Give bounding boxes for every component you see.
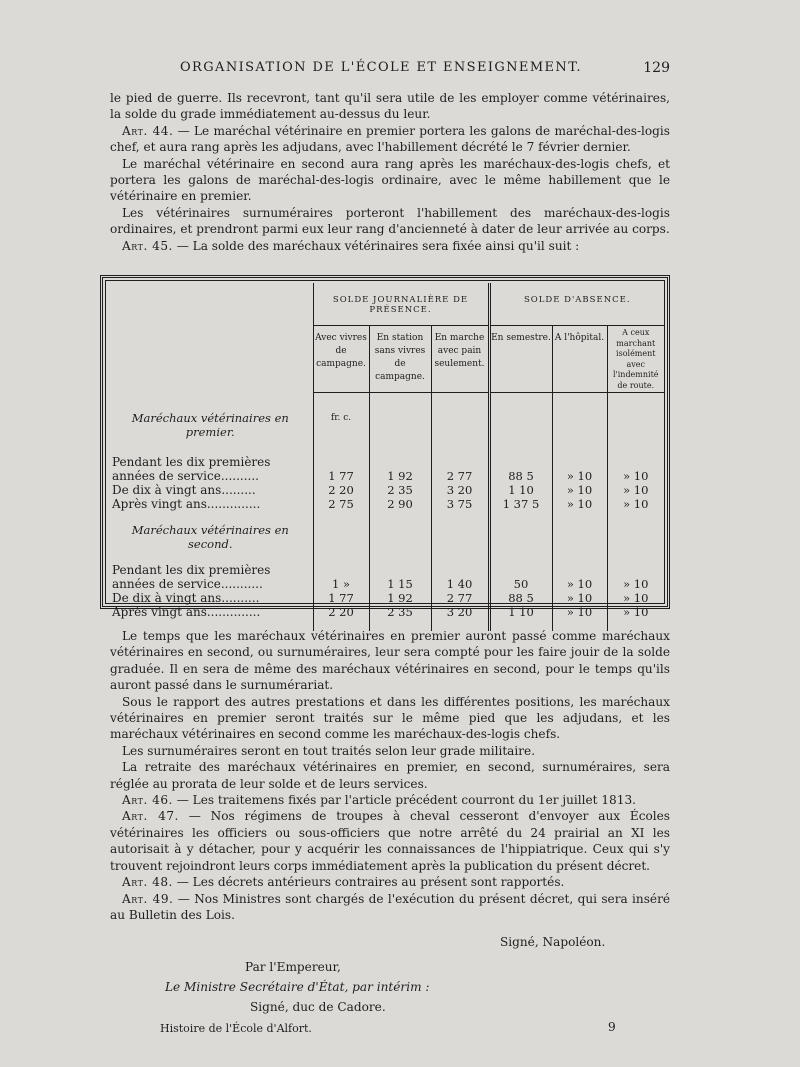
- paragraph-article-45: Art. 45. — La solde des maréchaux vétérinaires sera fixée ainsi qu'il suit :: [122, 238, 580, 253]
- signature-ministre: Le Ministre Secrétaire d'État, par intérim :: [165, 980, 430, 994]
- article-label: Art. 49.: [122, 891, 174, 906]
- running-title: ORGANISATION DE L'ÉCOLE ET ENSEIGNEMENT.: [180, 60, 582, 75]
- table-row: Pendant les dix premières années de service.......... 1 77 1 92 2 77 88 5 » 10 » 10: [108, 453, 664, 483]
- paragraph-article-44: Art. 44. — Le maréchal vétérinaire en premier portera les galons de maréchal-des-logis chef, et aura rang après les adjudans, avec l'habillement décrété le 7 février dernier.: [110, 123, 670, 155]
- page-number: 129: [643, 60, 670, 76]
- footer-book-title: Histoire de l'École d'Alfort.: [160, 1022, 312, 1035]
- section-title: Maréchaux vétérinaires en premier.: [131, 410, 289, 439]
- table-row: Après vingt ans.............. 2 20 2 35 3 20 1 10 » 10 » 10: [108, 605, 664, 619]
- paragraph: Les surnuméraires seront en tout traités selon leur grade militaire.: [122, 743, 536, 758]
- paragraph: Sous le rapport des autres prestations et dans les différentes positions, les maréchaux vétérinaires en premier seront traités sur le même pied que les adjudans, et les maréchaux vétérinaires en second comme les maréchaux-des-logis chefs.: [110, 694, 670, 742]
- paragraph-article-47: Art. 47. — Nos régimens de troupes à cheval cesseront d'envoyer aux Écoles vétérinaires les officiers ou sous-officiers que notre arrêté du 24 prairial an XI les autorisait à y détacher, pour y acquérir les connaissances de l'hippiatrique. Ceux qui s'y trouvent rejoindront leurs corps immédiatement après la publication du présent décret.: [110, 809, 671, 873]
- col-header: En semestre.: [489, 326, 552, 393]
- paragraph: le pied de guerre. Ils recevront, tant qu'il sera utile de les employer comme vétérinaires, la solde du grade immédiatement au-dessus du leur.: [110, 91, 670, 122]
- signature-par-empereur: Par l'Empereur,: [245, 960, 341, 974]
- col-header: A ceux marchant isolément avec l'indemnité de route.: [607, 326, 664, 393]
- pay-table: [100, 275, 670, 619]
- table-row: De dix à vingt ans.......... 1 77 1 92 2 77 88 5 » 10 » 10: [108, 591, 664, 605]
- article-label: Art. 46.: [122, 793, 173, 808]
- pay-table-grid: [108, 283, 664, 631]
- paragraph: Les vétérinaires surnuméraires porteront l'habillement des maréchaux-des-logis ordinaires, et prendront parmi eux leur rang d'ancienneté à dater de leur arrivée au corps.: [110, 205, 670, 237]
- table-corner: [108, 283, 313, 393]
- paragraph: La retraite des maréchaux vétérinaires en premier, en second, surnuméraires, sera réglée au prorata de leur solde et de leurs services.: [110, 760, 670, 791]
- col-header: A l'hôpital.: [552, 326, 607, 393]
- text-block-bottom: [110, 628, 670, 923]
- article-label: Art. 44.: [122, 123, 174, 138]
- table-row: Après vingt ans.............. 2 75 2 90 3 75 1 37 5 » 10 » 10: [108, 497, 664, 511]
- running-header: [100, 60, 680, 82]
- signature-napoleon: Signé, Napoléon.: [500, 935, 606, 949]
- paragraph: Le maréchal vétérinaire en second aura rang après les maréchaux-des-logis chefs, et portera les galons de maréchal-des-logis ordinaire, avec le même habillement que le vétérinaire en premier.: [110, 156, 670, 204]
- table-row: De dix à vingt ans......... 2 20 2 35 3 20 1 10 » 10 » 10: [108, 483, 664, 497]
- text-block-top: [110, 90, 670, 254]
- article-label: Art. 45.: [122, 238, 173, 253]
- section-title: Maréchaux vétérinaires en second.: [131, 522, 289, 551]
- paragraph-article-49: Art. 49. — Nos Ministres sont chargés de l'exécution du présent décret, qui sera inséré au Bulletin des Lois.: [110, 891, 671, 922]
- units-label: fr. c.: [313, 393, 369, 453]
- signature-mark: 9: [608, 1020, 616, 1034]
- col-header: En station sans vivres de campagne.: [369, 326, 431, 393]
- group-header-presence: SOLDE JOURNALIÈRE DE PRÉSENCE.: [313, 283, 489, 326]
- signature-cadore: Signé, duc de Cadore.: [250, 1000, 386, 1014]
- article-label: Art. 48.: [122, 875, 173, 890]
- col-header: Avec vivres de campagne.: [313, 326, 369, 393]
- col-header: En marche avec pain seulement.: [431, 326, 489, 393]
- table-row: Pendant les dix premières années de service........... 1 » 1 15 1 40 50 » 10 » 10: [108, 561, 664, 591]
- article-label: Art. 47.: [122, 809, 179, 824]
- paragraph-article-46: Art. 46. — Les traitemens fixés par l'article précédent courront du 1er juillet 1813.: [122, 793, 636, 808]
- paragraph: Le temps que les maréchaux vétérinaires en premier auront passé comme maréchaux vétérinaires en second, ou surnuméraires, leur sera compté pour les faire jouir de la solde graduée. Il en sera de même des maréchaux vétérinaires en second, pour le temps qu'ils auront passé dans le surnumérariat.: [110, 629, 670, 693]
- group-header-absence: SOLDE D'ABSENCE.: [489, 283, 664, 326]
- paragraph-article-48: Art. 48. — Les décrets antérieurs contraires au présent sont rapportés.: [122, 875, 565, 890]
